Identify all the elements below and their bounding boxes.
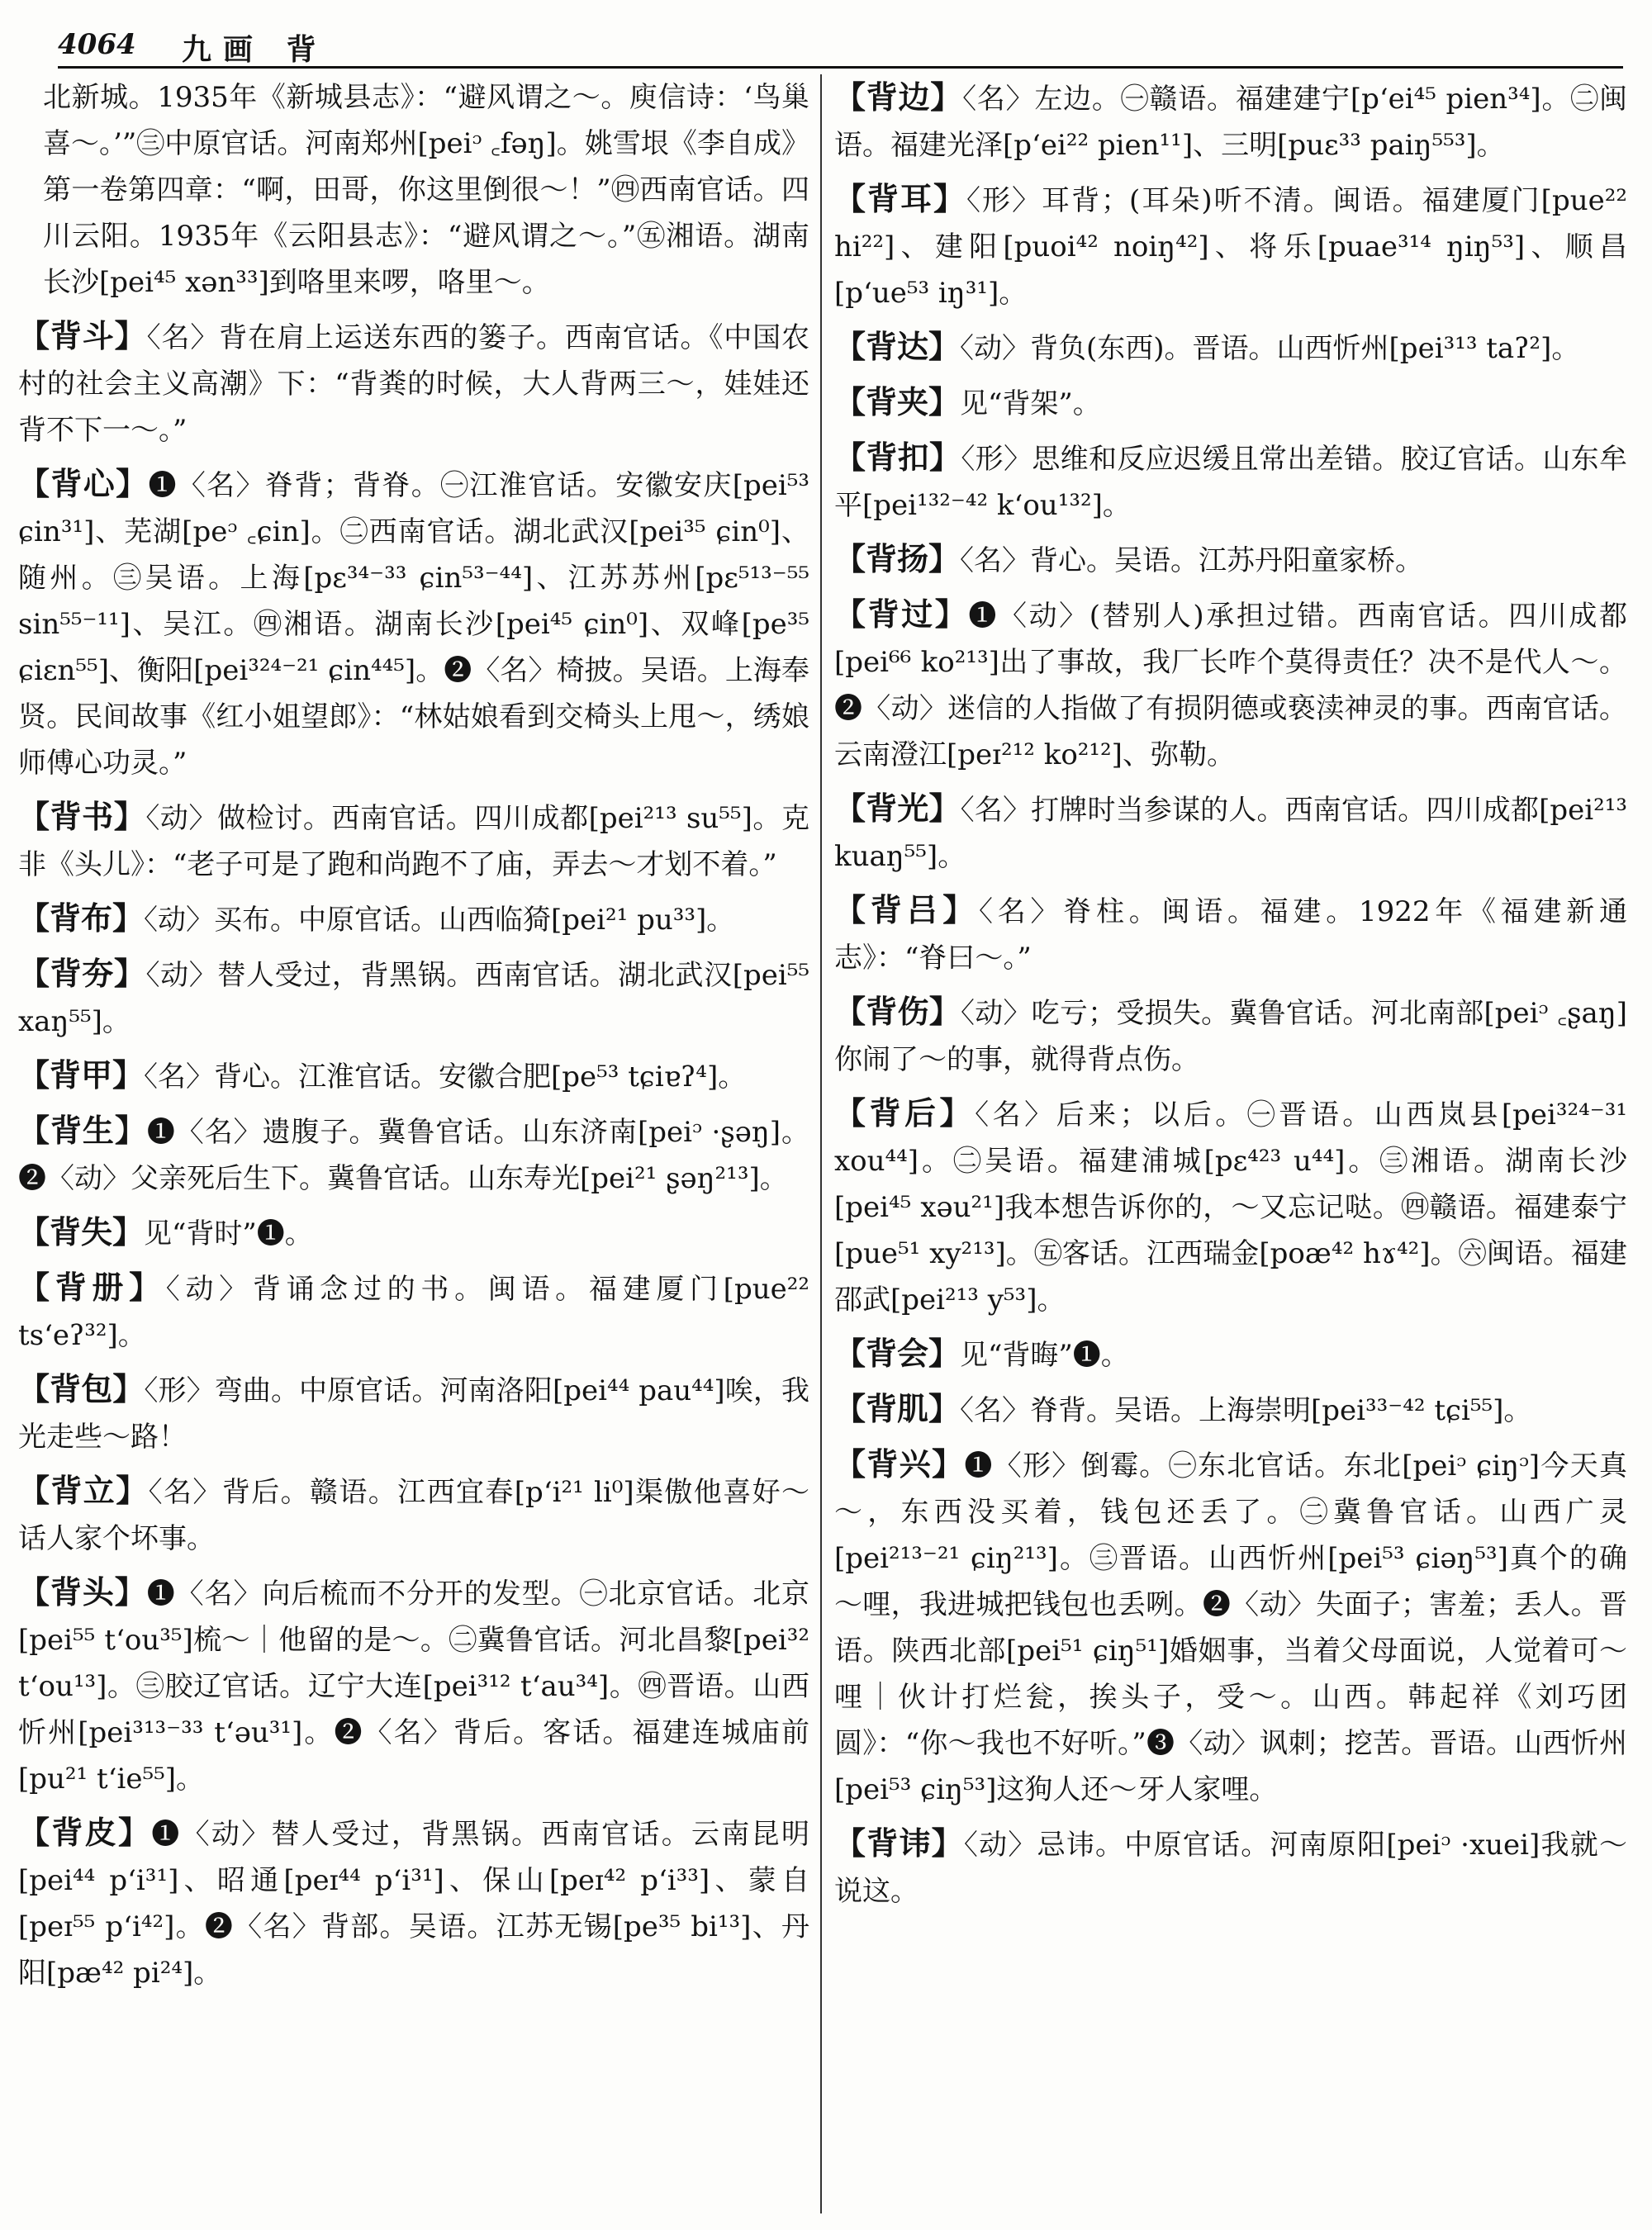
entry-definition: 见“背时”❶。 [144,1217,313,1250]
entry-definition: 〈动〉做检讨。西南官话。四川成都[pei²¹³ su⁵⁵]。克非《头儿》：“老子可是了跑和尚跑不了庙，弄去～才划不着。” [18,802,809,881]
dictionary-entry [18,1366,809,1460]
entry-definition: 〈动〉背诵念过的书。闽语。福建厦门[pue²² ts‘eʔ³²]。 [18,1273,809,1352]
entry-headword: 【背肌】 [834,1390,961,1427]
dictionary-entry [18,1569,809,1802]
entry-headword: 【背讳】 [834,1824,964,1862]
entry-definition: 〈名〉背后。赣语。江西宜春[p‘i²¹ li⁰]渠傲他喜好～话人家个坏事。 [18,1476,809,1555]
page-number: 4064 [58,28,136,61]
dictionary-entry [18,1108,809,1202]
entry-definition: 〈名〉脊柱。闽语。福建。1922年《福建新通志》：“脊曰～。” [834,895,1627,975]
entry-headword: 【背夯】 [18,955,146,992]
entry-headword: 【背达】 [834,328,961,365]
entry-definition: 〈名〉后来；以后。㊀晋语。山西岚县[pei³²⁴⁻³¹ xou⁴⁴]。㊁吴语。福建浦城[pɛ⁴²³ u⁴⁴]。㊂湘语。湖南长沙[pei⁴⁵ xəu²¹]我本想告诉你的，～又忘记哒。㊃赣语。福建泰宁[pue⁵¹ xy²¹³]。㊄客话。江西瑞金[poæ⁴² hɤ⁴²]。㊅闽语。福建邵武[pei²¹³ y⁵³]。 [834,1098,1627,1317]
entry-definition: ❶〈形〉倒霉。㊀东北官话。东北[peiᵓ ɕiŋᵓ]今天真～，东西没买着，钱包还丢了。㊁冀鲁官话。山西广灵[pei²¹³⁻²¹ ɕiŋ²¹³]。㊂晋语。山西忻州[pei⁵³ ɕiəŋ⁵³]真个的确～哩，我进城把钱包也丢咧。❷〈动〉失面子；害羞；丢人。晋语。陕西北部[pei⁵¹ ɕiŋ⁵¹]婚姻事，当着父母面说，人觉着可～哩｜伙计打烂瓮，挨头子，受～。山西。韩起祥《刘巧团圆》：“你～我也不好听。”❸〈动〉讽刺；挖苦。晋语。山西忻州[pei⁵³ ɕiŋ⁵³]这狗人还～牙人家哩。 [834,1450,1627,1806]
entry-headword: 【背失】 [18,1213,145,1250]
entry-definition: 见“背晦”❶。 [960,1339,1129,1372]
dictionary-entry [834,1386,1627,1434]
entry-definition: ❶〈名〉遗腹子。冀鲁官话。山东济南[peiᵓ ·ʂəŋ]。❷〈动〉父亲死后生下。冀鲁官话。山东寿光[pei²¹ ʂəŋ²¹³]。 [18,1116,809,1195]
dictionary-entry [18,461,809,786]
entry-definition: 〈形〉弯曲。中原官话。河南洛阳[pei⁴⁴ pau⁴⁴]唉，我光走些～路！ [18,1374,809,1454]
dictionary-entry [18,951,809,1045]
entry-definition: 〈名〉背在肩上运送东西的篓子。西南官话。《中国农村的社会主义高潮》下：“背粪的时候，大人背两三～，娃娃还背不下一～。” [18,321,809,447]
dictionary-entry [18,313,809,453]
dictionary-entry [18,895,809,943]
entry-headword: 【背伤】 [834,993,961,1030]
dictionary-entry [834,1441,1627,1813]
entry-headword: 【背甲】 [18,1056,145,1094]
dictionary-entry [18,1264,809,1359]
entry-headword: 【背扬】 [834,540,961,577]
entry-definition: 〈形〉耳背；(耳朵)听不清。闽语。福建厦门[pue²² hi²²]、建阳[puoi⁴² noiŋ⁴²]、将乐[puae³¹⁴ ŋiŋ⁵³]、顺昌[p‘ue⁵³ iŋ³¹]。 [834,184,1627,310]
dictionary-entry [834,989,1627,1083]
entry-headword: 【背边】 [834,78,963,116]
dictionary-entry [834,74,1627,168]
header-rule [58,66,1623,69]
entry-definition: 〈动〉买布。中原官话。山西临猗[pei²¹ pu³³]。 [144,904,735,937]
entry-headword: 【背光】 [834,790,961,827]
left-entries [18,313,809,1996]
entry-definition: 〈动〉背负(东西)。晋语。山西忻州[pei³¹³ taʔ²]。 [960,332,1580,365]
entry-headword: 【背包】 [18,1370,145,1407]
entry-headword: 【背夹】 [834,383,961,420]
entry-definition: ❶〈动〉(替别人)承担过错。西南官话。四川成都[pei⁶⁶ ko²¹³]出了事故，我厂长咋个莫得责任？决不是代人～。❷〈动〉迷信的人指做了有损阴德或亵渎神灵的事。西南官话。云南澄江[peɪ²¹² ko²¹²]、弥勒。 [834,600,1627,771]
dictionary-entry [834,536,1627,584]
entry-headword: 【背生】 [18,1112,147,1149]
continued-entry-text: 北新城。1935年《新城县志》：“避风谓之～。庾信诗：‘鸟巢喜～。’”㊂中原官话。河南郑州[peiᵓ ꜀fəŋ]。姚雪垠《李自成》第一卷第四章：“啊，田哥，你这里倒很～！”㊃西南官话。四川云阳。1935年《云阳县志》：“避风谓之～。”㊄湘语。湖南长沙[pei⁴⁵ xən³³]到咯里来啰，咯里～。 [43,81,809,299]
entry-headword: 【背头】 [18,1573,147,1611]
dictionary-entry [834,887,1627,981]
entry-definition: 〈名〉打牌时当参谋的人。西南官话。四川成都[pei²¹³ kuaŋ⁵⁵]。 [834,794,1627,873]
column-divider [820,74,822,2213]
right-column [834,74,1627,2213]
entry-definition: 〈名〉左边。㊀赣语。福建建宁[p‘ei⁴⁵ pien³⁴]。㊁闽语。福建光泽[p‘ei²² pien¹¹]、三明[puɛ³³ paiŋ⁵⁵³]。 [834,83,1627,162]
entry-definition: 〈形〉思维和反应迟缓且常出差错。胶辽官话。山东牟平[pei¹³²⁻⁴² k‘ou¹³²]。 [834,443,1627,522]
dictionary-entry [834,591,1627,778]
dictionary-entry [834,1331,1627,1378]
left-column [18,74,809,2213]
entry-definition: 见“背架”。 [960,387,1101,420]
dictionary-entry [18,1810,809,1996]
entry-definition: 〈动〉替人受过，背黑锅。西南官话。湖北武汉[pei⁵⁵ xaŋ⁵⁵]。 [18,959,809,1038]
entry-headword: 【背兴】 [834,1445,965,1483]
entry-headword: 【背心】 [18,465,149,502]
running-title: 九画 背 [182,32,328,67]
right-entries [834,74,1627,1914]
entry-headword: 【背册】 [18,1269,166,1306]
dictionary-entry [834,379,1627,427]
entry-headword: 【背布】 [18,899,145,937]
entry-headword: 【背会】 [834,1335,961,1372]
page-header [58,23,1627,69]
dictionary-entry [834,1090,1627,1323]
entry-definition: 〈名〉背心。江淮官话。安徽合肥[pe⁵³ tɕiɐʔ⁴]。 [144,1060,747,1094]
entry-headword: 【背过】 [834,595,969,633]
dictionary-entry [834,176,1627,316]
entry-definition: 〈名〉背心。吴语。江苏丹阳童家桥。 [960,544,1424,577]
entry-definition: ❶〈动〉替人受过，背黑锅。西南官话。云南昆明[pei⁴⁴ p‘i³¹]、昭通[peɪ⁴⁴ p‘i³¹]、保山[peɪ⁴² p‘i³³]、蒙自[peɪ⁵⁵ p‘i⁴²]。❷〈名〉背部。吴语。江苏无锡[pe³⁵ bi¹³]、丹阳[pæ⁴² pi²⁴]。 [18,1818,809,1990]
dictionary-entry [834,1820,1627,1914]
entry-definition: 〈动〉忌讳。中原官话。河南原阳[peiᵓ ·xuei]我就～说这。 [834,1829,1627,1908]
dictionary-entry [834,434,1627,529]
entry-headword: 【背后】 [834,1094,976,1132]
dictionary-entry [834,324,1627,372]
entry-definition: ❶〈名〉脊背；背脊。㊀江淮官话。安徽安庆[pei⁵³ ɕin³¹]、芜湖[peᵓ ꜀ɕin]。㊁西南官话。湖北武汉[pei³⁵ ɕin⁰]、随州。㊂吴语。上海[pɛ³⁴⁻³³ ɕin⁵³⁻⁴⁴]、江苏苏州[pɛ⁵¹³⁻⁵⁵ sin⁵⁵⁻¹¹]、吴江。㊃湘语。湖南长沙[pei⁴⁵ ɕin⁰]、双峰[pe³⁵ ɕiɛn⁵⁵]、衡阳[pei³²⁴⁻²¹ ɕin⁴⁴⁵]。❷〈名〉椅披。吴语。上海奉贤。民间故事《红小姐望郎》：“林姑娘看到交椅头上甩～，绣娘师傅心功灵。” [18,469,809,780]
entry-definition: 〈动〉吃亏；受损失。冀鲁官话。河北南部[peiᵓ ꜀ʂaŋ]你闹了～的事，就得背点伤。 [834,997,1627,1076]
entry-headword: 【背立】 [18,1472,149,1509]
entry-headword: 【背皮】 [18,1814,152,1851]
dictionary-entry [18,1209,809,1257]
entry-headword: 【背书】 [18,798,146,835]
dictionary-entry [18,1468,809,1562]
dictionary-entry [834,785,1627,880]
entry-definition: ❶〈名〉向后梳而不分开的发型。㊀北京官话。北京[pei⁵⁵ t‘ou³⁵]梳～｜他留的是～。㊁冀鲁官话。河北昌黎[pei³² t‘ou¹³]。㊂胶辽官话。辽宁大连[pei³¹² t‘au³⁴]。㊃晋语。山西忻州[pei³¹³⁻³³ t‘əu³¹]。❷〈名〉背后。客话。福建连城庙前[pu²¹ t‘ie⁵⁵]。 [18,1578,809,1796]
dictionary-entry [18,1052,809,1100]
entry-headword: 【背耳】 [834,180,967,217]
dictionary-entry [18,794,809,888]
entry-headword: 【背扣】 [834,439,961,476]
entry-definition: 〈名〉脊背。吴语。上海崇明[pei³³⁻⁴² tɕi⁵⁵]。 [960,1394,1532,1427]
entry-headword: 【背斗】 [18,317,147,354]
entry-headword: 【背吕】 [834,891,979,928]
